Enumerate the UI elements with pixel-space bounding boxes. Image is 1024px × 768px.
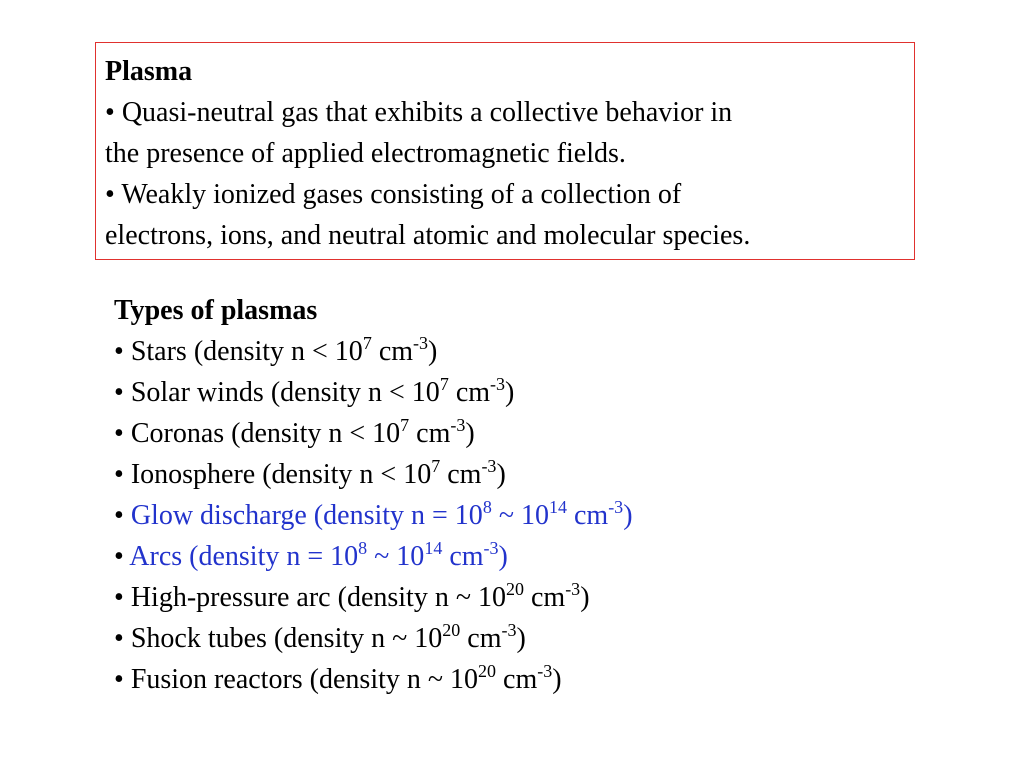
- bullet: •: [114, 582, 124, 613]
- definition-item-2: [105, 174, 914, 256]
- item-label: Arcs (density n = 10: [129, 541, 359, 572]
- exponent: 8: [358, 538, 368, 558]
- bullet: •: [114, 623, 124, 654]
- exponent: 20: [505, 579, 524, 599]
- exponent: 20: [442, 620, 461, 640]
- item-label: Solar winds (density n < 10: [130, 377, 440, 408]
- item-text: [130, 333, 438, 367]
- item-label: Coronas (density n < 10: [130, 418, 401, 449]
- item-label: High-pressure arc (density n ~ 10: [130, 582, 506, 613]
- definition-item-2-line-1: Weakly ionized gases consisting of a collection of: [121, 179, 682, 210]
- types-title: Types of plasmas: [114, 295, 318, 326]
- closing-paren: ): [428, 336, 438, 367]
- list-item-stars: [114, 331, 994, 372]
- unit: cm: [371, 336, 414, 367]
- closing-paren: ): [623, 500, 633, 531]
- exponent: 14: [424, 538, 443, 558]
- closing-paren: ): [580, 582, 590, 613]
- exponent: 20: [478, 661, 497, 681]
- unit-exponent: -3: [450, 415, 466, 435]
- list-item-arcs: [114, 536, 994, 577]
- unit: cm: [496, 664, 538, 695]
- closing-paren: ): [505, 377, 515, 408]
- definition-item-2-line-2: electrons, ions, and neutral atomic and molecular species.: [105, 220, 751, 251]
- item-text: [130, 661, 562, 695]
- item-text: [130, 620, 526, 654]
- closing-paren: ): [465, 418, 475, 449]
- unit: cm: [523, 582, 566, 613]
- list-item-coronas: [114, 413, 994, 454]
- exponent: 7: [439, 374, 449, 394]
- definition-item-1-line-1: Quasi-neutral gas that exhibits a collective behavior in: [121, 97, 733, 128]
- unit-exponent: -3: [501, 620, 517, 640]
- item-text: [130, 497, 633, 531]
- item-label: Fusion reactors (density n ~ 10: [130, 664, 479, 695]
- unit: cm: [460, 623, 502, 654]
- unit-exponent: -3: [608, 497, 624, 517]
- closing-paren: ): [516, 623, 526, 654]
- unit-exponent: -3: [490, 374, 506, 394]
- definition-item-1: [105, 92, 914, 174]
- list-item-fusion-reactors: [114, 659, 994, 700]
- unit: cm: [442, 541, 484, 572]
- item-label: Glow discharge (density n = 10: [130, 500, 483, 531]
- plasma-definition-box: [95, 42, 915, 260]
- exponent: 8: [482, 497, 492, 517]
- bullet: •: [114, 664, 124, 695]
- exponent: 7: [362, 333, 372, 353]
- unit-exponent: -3: [413, 333, 429, 353]
- unit: cm: [566, 500, 609, 531]
- list-item-solar-winds: [114, 372, 994, 413]
- closing-paren: ): [552, 664, 562, 695]
- definition-item-1-line-2: the presence of applied electromagnetic fields.: [105, 138, 626, 169]
- list-item-glow-discharge: [114, 495, 994, 536]
- list-item-ionosphere: [114, 454, 994, 495]
- bullet: •: [114, 541, 124, 572]
- unit-exponent: -3: [537, 661, 553, 681]
- closing-paren: ): [496, 459, 506, 490]
- bullet: •: [105, 97, 115, 128]
- exponent: 7: [431, 456, 441, 476]
- bullet: •: [114, 336, 124, 367]
- item-text: [130, 456, 506, 490]
- item-text: [130, 579, 590, 613]
- exponent: 14: [548, 497, 567, 517]
- plasma-title: Plasma: [105, 56, 193, 87]
- bullet: •: [114, 459, 124, 490]
- item-text: [129, 538, 508, 572]
- bullet: •: [105, 179, 115, 210]
- range-separator: ~ 10: [367, 541, 425, 572]
- item-label: Stars (density n < 10: [130, 336, 363, 367]
- closing-paren: ): [498, 541, 508, 572]
- item-text: [130, 374, 515, 408]
- bullet: •: [114, 500, 124, 531]
- unit: cm: [440, 459, 482, 490]
- bullet: •: [114, 418, 124, 449]
- plasma-types-list: [114, 290, 994, 700]
- bullet: •: [114, 377, 124, 408]
- exponent: 7: [400, 415, 410, 435]
- unit: cm: [448, 377, 491, 408]
- range-separator: ~ 10: [491, 500, 549, 531]
- list-item-shock-tubes: [114, 618, 994, 659]
- unit-exponent: -3: [483, 538, 499, 558]
- item-label: Ionosphere (density n < 10: [130, 459, 432, 490]
- unit: cm: [409, 418, 451, 449]
- list-item-high-pressure-arc: [114, 577, 994, 618]
- item-text: [130, 415, 475, 449]
- unit-exponent: -3: [481, 456, 497, 476]
- item-label: Shock tubes (density n ~ 10: [130, 623, 443, 654]
- unit-exponent: -3: [565, 579, 581, 599]
